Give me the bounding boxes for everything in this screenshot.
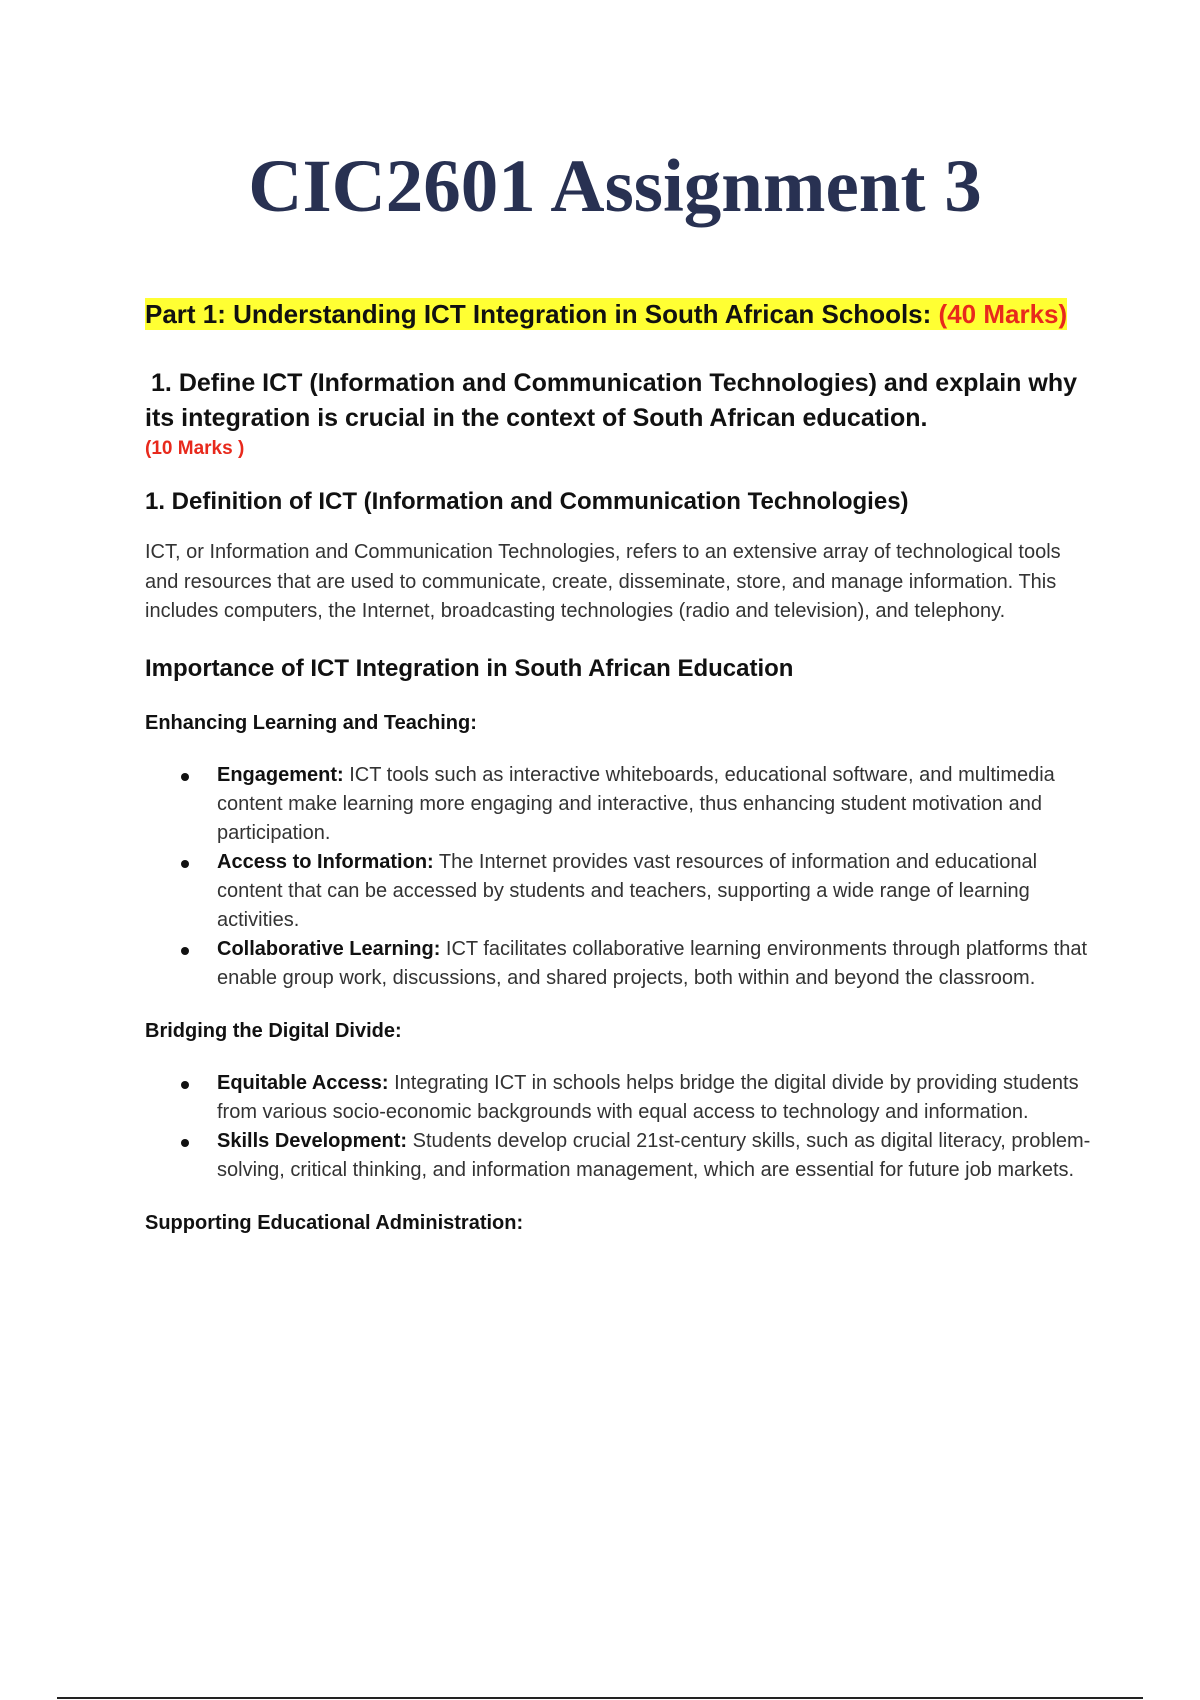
bullet-icon	[181, 947, 189, 955]
list-item-term: Collaborative Learning:	[217, 937, 441, 960]
part-heading-text: Part 1: Understanding ICT Integration in South African Schools:	[145, 299, 939, 329]
bullet-list-digital-divide	[145, 1069, 1095, 1185]
bullet-icon	[181, 773, 189, 781]
part-heading	[145, 296, 1095, 332]
group-heading-administration: Supporting Educational Administration:	[145, 1211, 524, 1234]
question-marks: (10 Marks )	[145, 438, 245, 459]
part-heading-highlight	[145, 298, 1067, 330]
importance-heading: Importance of ICT Integration in South African Education	[145, 654, 794, 682]
list-item-term: Access to Information:	[217, 850, 434, 873]
bullet-list-enhancing-learning	[145, 761, 1095, 993]
definition-paragraph: ICT, or Information and Communication Technologies, refers to an extensive array of technological tools and resources that are used to communicate, create, disseminate, store, and manage information. This includes computers, the Internet, broadcasting technologies (radio and television), and telephony.	[145, 541, 1061, 622]
list-item-text: Integrating ICT in schools helps bridge the digital divide by providing students from various socio-economic backgrounds with equal access to technology and information.	[217, 1071, 1079, 1123]
list-item-text: Students develop crucial 21st-century skills, such as digital literacy, problem-solving, critical thinking, and information management, which are essential for future job markets.	[217, 1129, 1091, 1181]
document-title: CIC2601 Assignment 3	[248, 145, 982, 228]
bullet-icon	[181, 1139, 189, 1147]
list-item-term: Equitable Access:	[217, 1071, 389, 1094]
question-number: 1.	[151, 369, 172, 397]
list-item-term: Skills Development:	[217, 1129, 408, 1152]
list-item	[217, 761, 1095, 848]
list-item-text: The Internet provides vast resources of information and educational content that can be accessed by students and teachers, supporting a wide range of learning activities.	[217, 850, 1038, 931]
footer-divider	[57, 1697, 1143, 1699]
bullet-icon	[181, 1081, 189, 1089]
question-text: Define ICT (Information and Communication Technologies) and explain why its integration is crucial in the context of South African education.	[145, 369, 1078, 432]
list-item	[217, 935, 1095, 993]
group-heading-enhancing-learning: Enhancing Learning and Teaching:	[145, 711, 477, 734]
list-item	[217, 1127, 1095, 1185]
document-body	[145, 296, 1095, 1237]
list-item-text: ICT tools such as interactive whiteboards, educational software, and multimedia content make learning more engaging and interactive, thus enhancing student motivation and participation.	[217, 763, 1055, 844]
question-1	[145, 366, 1095, 436]
part-heading-marks: (40 Marks)	[938, 299, 1068, 329]
list-item-term: Engagement:	[217, 763, 344, 786]
list-item	[217, 1069, 1095, 1127]
bullet-icon	[181, 860, 189, 868]
list-item	[217, 848, 1095, 935]
list-item-text: ICT facilitates collaborative learning environments through platforms that enable group work, discussions, and shared projects, both within and beyond the classroom.	[217, 937, 1087, 989]
definition-heading: 1. Definition of ICT (Information and Communication Technologies)	[145, 488, 909, 515]
group-heading-digital-divide: Bridging the Digital Divide:	[145, 1019, 402, 1042]
